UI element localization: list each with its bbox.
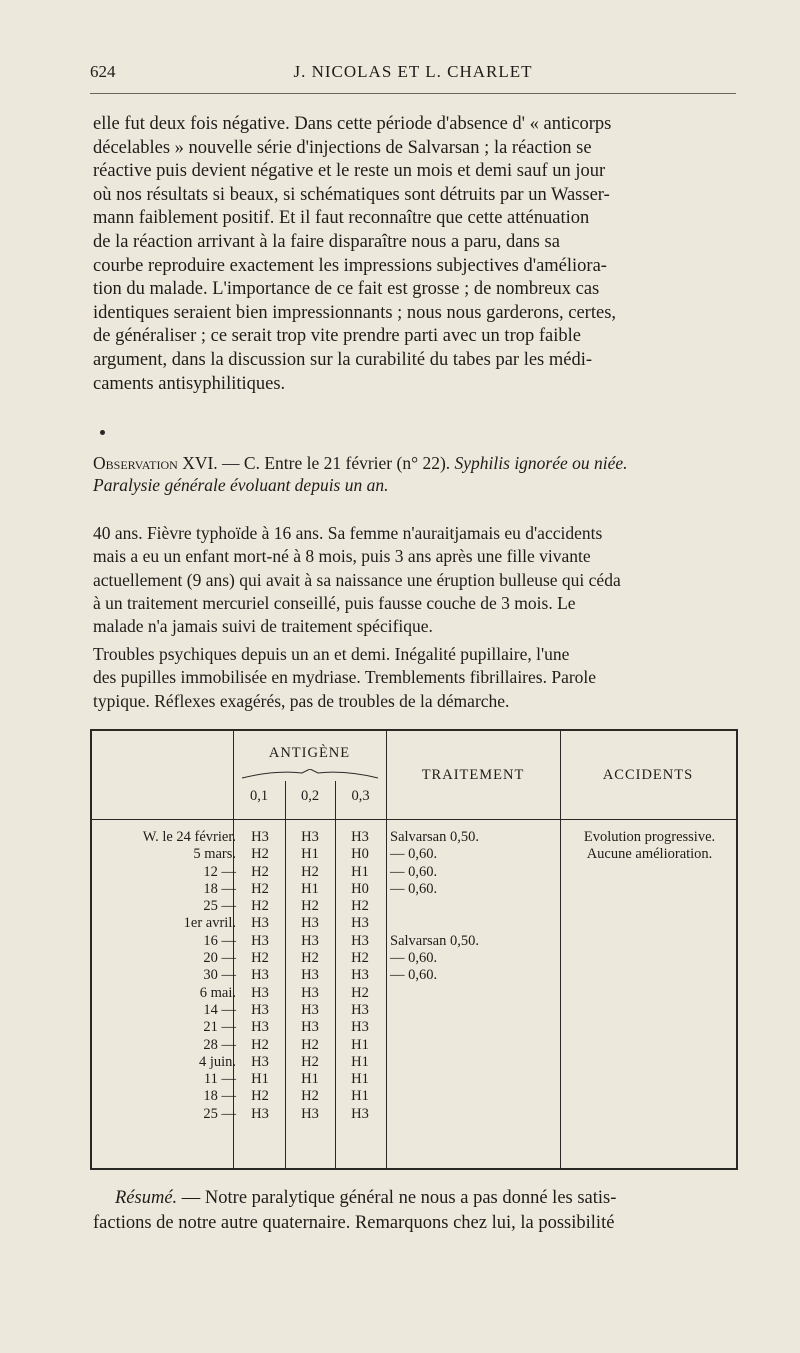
history-line: des pupilles immobilisée en mydriase. Tremblements fibrillaires. Parole <box>93 667 597 688</box>
observation-heading <box>93 452 739 496</box>
antigen-value-cell: H2 <box>351 898 369 915</box>
table-vline <box>335 781 336 1168</box>
table-date-cell: W. le 24 février. <box>142 829 236 845</box>
antigen-value-cell: H1 <box>251 1071 269 1088</box>
table-date-cell: 14 — <box>203 1001 236 1018</box>
history-line: Troubles psychiques depuis un an et demi. Inégalité pupillaire, l'une <box>93 644 570 664</box>
table-date-cell: 12 — <box>203 863 236 880</box>
date-column <box>96 829 236 1123</box>
antigen-value-cell: H2 <box>301 950 319 967</box>
antigen-value-cell: H2 <box>351 950 369 967</box>
antigen-value-cell: H2 <box>251 1088 269 1105</box>
intro-line: tion du malade. L'importance de ce fait est grosse ; de nombreux cas <box>93 279 600 300</box>
intro-line: elle fut deux fois négative. Dans cette période d'absence d' « anticorps <box>93 114 612 134</box>
antigen-value-cell: H2 <box>251 950 269 967</box>
antigen-value-cell: H3 <box>351 915 369 932</box>
antigen-value-cell: H3 <box>301 829 319 845</box>
observation-text: — C. Entre le 21 février (n° 22). <box>217 453 455 473</box>
antigen-value-cell: H2 <box>301 898 319 915</box>
antigen-value-cell: H3 <box>351 967 369 984</box>
table-date-cell: 25 — <box>203 1105 236 1122</box>
antigen-value-cell: H3 <box>251 1001 269 1018</box>
antigen-values-col-2 <box>288 829 332 1123</box>
antigen-value-cell: H0 <box>351 846 369 863</box>
antigen-value-cell: H2 <box>301 1088 319 1105</box>
intro-line: de généraliser ; ce serait trop vite prendre parti avec un trop faible <box>93 326 581 347</box>
antigen-value-cell: H3 <box>301 967 319 984</box>
antigen-value-cell: H3 <box>351 1105 369 1122</box>
antigen-value-cell: H3 <box>251 1053 269 1070</box>
observation-title: Syphilis ignorée ou niée. <box>454 453 628 473</box>
antigen-value-cell: H3 <box>351 1019 369 1036</box>
antigen-value-cell: H1 <box>351 1088 369 1105</box>
antigen-value-cell: H3 <box>351 1001 369 1018</box>
antigen-value-cell: H2 <box>251 898 269 915</box>
summary-line: — Notre paralytique général ne nous a pas donné les satis- <box>177 1188 617 1208</box>
antigen-value-cell: H3 <box>251 915 269 932</box>
intro-line: identiques seraient bien impressionnants ; nous nous garderons, certes, <box>93 302 617 323</box>
summary-paragraph <box>93 1186 739 1236</box>
accidents-cell: Aucune amélioration. <box>586 846 713 863</box>
antigen-value-cell: H3 <box>301 1105 319 1122</box>
intro-paragraph <box>93 113 739 396</box>
page-number: 624 <box>90 62 116 81</box>
table-vline <box>560 731 561 1168</box>
history-paragraph-1 <box>93 522 739 638</box>
antigen-value-cell: H3 <box>301 984 319 1001</box>
treatment-cell: — 0,60. <box>390 846 438 863</box>
antigen-value-cell: H2 <box>301 1053 319 1070</box>
antigen-value-cell: H3 <box>301 1001 319 1018</box>
intro-line: où nos résultats si beaux, si schématiques sont détruits par un Wasser- <box>93 184 610 205</box>
antigen-value-cell: H1 <box>351 1053 369 1070</box>
antigen-value-cell: H3 <box>251 984 269 1001</box>
table-date-cell: 6 mai. <box>199 984 236 1001</box>
antigen-value-cell: H1 <box>301 846 319 863</box>
antigen-value-cell: H2 <box>251 1036 269 1053</box>
antigen-values-col-1 <box>238 829 282 1123</box>
antigen-value-cell: H0 <box>351 880 369 897</box>
treatment-cell: Salvarsan 0,50. <box>390 829 479 845</box>
table-date-cell: 18 — <box>203 880 236 897</box>
table-date-cell: 16 — <box>203 932 236 949</box>
history-line: mais a eu un enfant mort-né à 8 mois, puis 3 ans après une fille vivante <box>93 546 591 567</box>
antigen-header: ANTIGÈNE <box>268 745 351 761</box>
antigen-value-cell: H3 <box>351 932 369 949</box>
antigen-value-cell: H3 <box>251 967 269 984</box>
table-date-cell: 20 — <box>203 950 236 967</box>
antigen-value-cell: H1 <box>351 1071 369 1088</box>
antigen-col-3: 0,3 <box>351 788 370 804</box>
antigen-value-cell: H3 <box>301 915 319 932</box>
table-date-cell: 1er avril. <box>183 915 236 932</box>
antigen-value-cell: H2 <box>251 880 269 897</box>
table-date-cell: 5 mars. <box>193 846 236 863</box>
treatment-cell: — 0,60. <box>390 950 438 967</box>
table-date-cell: 4 juin. <box>198 1053 236 1070</box>
treatment-cell: — 0,60. <box>390 880 438 897</box>
treatment-cell <box>390 898 560 915</box>
treatment-column <box>390 829 560 985</box>
antigen-value-cell: H3 <box>251 1019 269 1036</box>
treatment-cell: Salvarsan 0,50. <box>390 932 479 949</box>
summary-line: factions de notre autre quaternaire. Remarquons chez lui, la possibilité <box>93 1213 615 1233</box>
antigen-value-cell: H2 <box>251 846 269 863</box>
table-date-cell: 11 — <box>203 1071 236 1088</box>
history-line: à un traitement mercuriel conseillé, puis fausse couche de 3 mois. Le <box>93 592 576 613</box>
intro-line: courbe reproduire exactement les impressions subjectives d'améliora- <box>93 255 607 276</box>
intro-line: mann faiblement positif. Et il faut reconnaître que cette atténuation <box>93 208 590 229</box>
treatment-header: TRAITEMENT <box>421 767 525 783</box>
antigen-value-cell: H1 <box>301 880 319 897</box>
antigen-value-cell: H3 <box>351 829 369 845</box>
header-rule <box>90 93 736 94</box>
table-date-cell: 28 — <box>203 1036 236 1053</box>
intro-line: de la réaction arrivant à la faire disparaître nous a paru, dans sa <box>93 231 560 252</box>
history-line: 40 ans. Fièvre typhoïde à 16 ans. Sa femme n'auraitjamais eu d'accidents <box>93 523 603 543</box>
antigen-value-cell: H1 <box>301 1071 319 1088</box>
serology-table <box>90 729 738 1170</box>
antigen-value-cell: H2 <box>301 1036 319 1053</box>
dot-mark <box>100 430 105 435</box>
accidents-column <box>562 829 737 864</box>
antigen-value-cell: H2 <box>301 863 319 880</box>
antigen-value-cell: H3 <box>301 932 319 949</box>
antigen-value-cell: H3 <box>251 932 269 949</box>
table-date-cell: 18 — <box>203 1088 236 1105</box>
table-vline <box>386 731 387 1168</box>
history-line: actuellement (9 ans) qui avait à sa naissance une éruption bulleuse qui céda <box>93 569 621 590</box>
history-line: typique. Réflexes exagérés, pas de troubles de la démarche. <box>93 690 510 711</box>
treatment-cell: — 0,60. <box>390 967 438 984</box>
intro-line: argument, dans la discussion sur la curabilité du tabes par les médi- <box>93 349 593 370</box>
accidents-header: ACCIDENTS <box>602 767 694 783</box>
history-line: malade n'a jamais suivi de traitement spécifique. <box>93 616 433 637</box>
table-date-cell: 21 — <box>203 1019 236 1036</box>
observation-subtitle: Paralysie générale évoluant depuis un an. <box>93 475 389 495</box>
summary-label: Résumé. <box>115 1188 178 1208</box>
antigen-value-cell: H2 <box>251 863 269 880</box>
intro-line: réactive puis devient négative et le reste un mois et demi sauf un jour <box>93 161 606 182</box>
antigen-value-cell: H1 <box>351 1036 369 1053</box>
antigen-col-1: 0,1 <box>249 788 269 804</box>
antigen-values-col-3 <box>338 829 382 1123</box>
antigen-value-cell: H1 <box>351 863 369 880</box>
antigen-value-cell: H3 <box>301 1019 319 1036</box>
observation-label: Observation <box>93 453 178 473</box>
antigen-value-cell: H2 <box>351 984 369 1001</box>
table-header-rule <box>92 819 736 820</box>
table-vline <box>285 781 286 1168</box>
running-header <box>90 62 736 86</box>
treatment-cell: — 0,60. <box>390 863 438 880</box>
antigen-value-cell: H3 <box>251 829 269 845</box>
table-date-cell: 25 — <box>203 898 236 915</box>
antigen-col-2: 0,2 <box>300 788 320 804</box>
running-title: J. NICOLAS ET L. CHARLET <box>293 62 533 81</box>
intro-line: décelables » nouvelle série d'injections de Salvarsan ; la réaction se <box>93 137 592 158</box>
observation-number: XVI. <box>182 453 218 473</box>
intro-line: caments antisyphilitiques. <box>93 373 286 394</box>
table-date-cell: 30 — <box>203 967 236 984</box>
treatment-cell <box>390 915 560 932</box>
antigen-brace-icon <box>240 769 380 779</box>
accidents-cell: Evolution progressive. <box>583 829 716 845</box>
history-paragraph-2 <box>93 643 739 713</box>
antigen-value-cell: H3 <box>251 1105 269 1122</box>
